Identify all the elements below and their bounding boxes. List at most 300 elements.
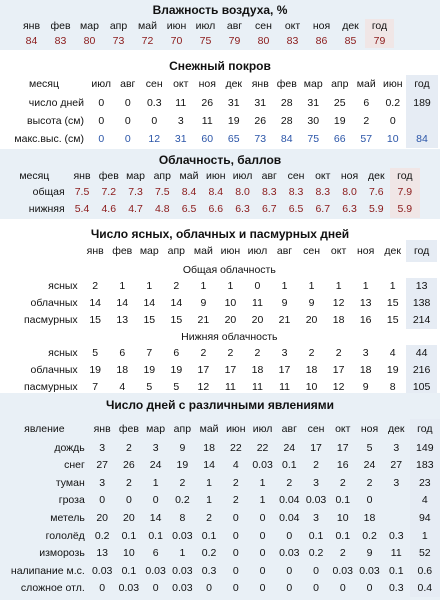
phenomena-value-cell: 26 [123, 459, 135, 472]
phenomena-value-cell: 14 [149, 511, 162, 524]
phenomena-value-cell: 4 [232, 459, 239, 472]
phenomena-row-label: туман [55, 476, 85, 489]
phenomena-value-cell: 0 [286, 582, 293, 595]
snow-data-row [0, 112, 438, 130]
phenomena-value-cell: 13 [96, 547, 108, 560]
clear-days-row-label: пасмурных [23, 314, 78, 327]
humidity-value-cell: 84 [25, 34, 38, 47]
clear-days-value-cell: 17 [278, 364, 291, 377]
humidity-title: Влажность воздуха, % [152, 3, 288, 17]
phenomena-data-row [0, 439, 440, 457]
cloud-data-row [0, 184, 420, 201]
cloud-value-cell: 6.7 [315, 203, 331, 216]
phenomena-value-cell: 2 [206, 511, 213, 524]
month-header-cell: сен [307, 422, 325, 435]
snow-value-cell: 60 [201, 132, 214, 145]
snow-value-cell: 189 [406, 94, 438, 112]
cloud-value-cell: 8.0 [235, 186, 250, 199]
month-header-cell: авг [120, 78, 136, 91]
phenomena-value-cell: 0 [259, 564, 266, 577]
phenomena-value-cell: 0.1 [121, 529, 137, 542]
clear-days-value-cell: 11 [252, 297, 263, 310]
phenomena-value-cell: 2 [179, 476, 186, 489]
phenomena-section [0, 393, 440, 600]
phenomena-row-label: сложное отл. [20, 582, 85, 595]
clear-days-value-cell: 18 [251, 364, 264, 377]
humidity-month-header [17, 19, 394, 34]
phenomena-value-cell: 0.1 [335, 529, 351, 542]
clear-days-value-cell: 1 [146, 280, 153, 293]
phenomena-value-cell: 0.04 [279, 494, 300, 507]
phenomena-value-cell: 22 [256, 441, 269, 454]
month-header-cell: окт [330, 244, 347, 257]
snow-title: Снежный покров [169, 59, 271, 73]
phenomena-value-cell: 0.1 [121, 564, 137, 577]
phenomena-data-row [0, 492, 440, 510]
phenomena-value-cell: 0.03 [172, 529, 193, 542]
month-header-cell: фев [50, 20, 71, 33]
clear-days-value-cell: 2 [173, 280, 180, 293]
clear-days-value-cell: 14 [170, 297, 183, 310]
clear-days-value-cell: 10 [224, 297, 237, 310]
clear-days-value-cell: 11 [252, 381, 263, 394]
clear-days-section [0, 220, 440, 408]
cloud-value-cell: 7.5 [154, 186, 170, 199]
month-header-cell: год [406, 240, 437, 262]
clear-days-value-cell: 1 [281, 280, 288, 293]
phenomena-value-cell: 5 [366, 441, 373, 454]
phenomena-value-cell: 2 [366, 476, 373, 489]
phenomena-value-cell: 0 [259, 529, 266, 542]
cloud-row-label: нижняя [28, 203, 65, 216]
clear-days-value-cell: 105 [406, 379, 437, 396]
month-header-cell: ноя [198, 78, 216, 91]
snow-value-cell: 73 [254, 132, 267, 145]
snow-value-cell: 0 [151, 114, 158, 127]
cloud-value-cell: 7.6 [368, 186, 384, 199]
snow-value-cell: 66 [333, 132, 346, 145]
clear-days-data-row [0, 362, 437, 379]
phenomena-value-cell: 18 [203, 441, 215, 454]
clear-days-row-label: ясных [48, 347, 78, 360]
snow-value-cell: 25 [333, 96, 346, 109]
clear-days-value-cell: 17 [224, 364, 237, 377]
phenomena-value-cell [383, 509, 410, 527]
snow-value-cell: 57 [360, 132, 373, 145]
clear-days-value-cell: 0 [254, 280, 261, 293]
phenomena-value-cell: 0.1 [148, 529, 163, 542]
cloud-value-cell: 6.7 [261, 203, 277, 216]
phenomena-value-cell: 149 [410, 439, 440, 457]
phenomena-value-cell: 0 [339, 582, 346, 595]
phenomena-value-cell: 0 [99, 582, 106, 595]
phenomena-value-cell: 20 [96, 511, 108, 524]
snow-value-cell: 31 [307, 96, 320, 109]
phenomena-row-label: снег [64, 459, 85, 472]
cloud-value-cell: 5.9 [390, 201, 420, 218]
phenomena-value-cell: 2 [125, 476, 132, 489]
snow-month-header [0, 75, 438, 94]
phenomena-value-cell: 0.03 [279, 547, 300, 560]
month-header-cell: окт [284, 20, 301, 33]
phenomena-value-cell: 0 [152, 582, 159, 595]
cloud-value-cell: 7.5 [74, 186, 90, 199]
month-header-cell: ноя [312, 20, 331, 33]
clear-days-value-cell: 12 [332, 381, 345, 394]
snow-data-row [0, 130, 438, 148]
clear-days-value-cell: 9 [200, 297, 207, 310]
clear-days-month-header [0, 240, 437, 262]
phenomena-value-cell: 9 [179, 441, 186, 454]
snow-value-cell: 0 [124, 132, 131, 145]
clear-days-value-cell: 5 [92, 347, 99, 360]
clear-days-value-cell: 14 [89, 297, 102, 310]
month-header-cell: мар [126, 169, 145, 182]
clear-days-value-cell: 44 [406, 345, 437, 362]
phenomena-value-cell: 0.3 [388, 529, 404, 542]
month-header-cell: мар [303, 78, 323, 91]
cloud-value-cell: 7.3 [128, 186, 143, 199]
phenomena-row-label: гололёд [45, 529, 85, 542]
phenomena-value-cell: 2 [125, 441, 132, 454]
phenomena-value-cell: 0 [259, 547, 266, 560]
month-header-cell: фев [112, 244, 133, 257]
phenomena-value-cell: 3 [99, 476, 106, 489]
month-header-cell: фев [98, 169, 119, 182]
snow-value-cell: 0.2 [385, 96, 401, 109]
phenomena-value-cell: 11 [390, 547, 402, 560]
phenomena-value-cell: 0 [259, 511, 266, 524]
month-header-cell: май [193, 244, 213, 257]
month-header-cell: янв [93, 422, 111, 435]
phenomena-value-cell: 1 [152, 476, 159, 489]
clear-days-value-cell: 13 [359, 297, 372, 310]
phenomena-data-row [0, 509, 440, 527]
clear-days-value-cell: 1 [119, 280, 126, 293]
snow-value-cell: 28 [280, 114, 293, 127]
cloud-value-cell: 8.3 [261, 186, 277, 199]
cloud-row-label: общая [32, 186, 65, 199]
cloud-table [0, 168, 420, 218]
snow-value-cell: 28 [280, 96, 293, 109]
snow-value-cell: 31 [254, 96, 267, 109]
snow-value-cell: 0 [98, 132, 105, 145]
phenomena-value-cell: 20 [123, 511, 135, 524]
clear-days-value-cell: 8 [389, 381, 396, 394]
snow-value-cell: 10 [386, 132, 399, 145]
phenomena-value-cell: 0 [286, 529, 293, 542]
phenomena-value-cell: 0.03 [332, 564, 353, 577]
cloud-section [0, 149, 440, 219]
snow-value-cell: 31 [227, 96, 240, 109]
phenomena-value-cell: 0.03 [252, 459, 273, 472]
clear-days-row-label: облачных [30, 297, 78, 310]
phenomena-value-cell: 1 [259, 476, 266, 489]
phenomena-value-cell [383, 492, 410, 510]
snow-header-label: месяц [28, 78, 59, 91]
clear-days-table [0, 240, 437, 396]
cloud-value-cell: 8.3 [288, 186, 304, 199]
phenomena-data-row [0, 580, 440, 598]
clear-days-value-cell: 2 [335, 347, 342, 360]
clear-days-value-cell: 19 [89, 364, 102, 377]
phenomena-value-cell: 27 [390, 459, 403, 472]
phenomena-value-cell: 0.2 [308, 547, 324, 560]
phenomena-value-cell: 2 [232, 494, 239, 507]
month-header-cell: май [179, 169, 199, 182]
humidity-value-cell: 86 [315, 34, 328, 47]
phenomena-value-cell: 183 [410, 457, 440, 475]
phenomena-value-cell: 3 [313, 476, 319, 489]
month-header-cell: сен [145, 78, 163, 91]
month-header-cell: июн [205, 169, 226, 182]
phenomena-value-cell: 2 [232, 476, 239, 489]
phenomena-value-cell: 10 [123, 547, 135, 560]
snow-data-row [0, 94, 438, 112]
clear-days-value-cell: 6 [173, 347, 180, 360]
snow-table [0, 75, 438, 148]
clear-days-value-cell: 21 [197, 314, 210, 327]
phenomena-value-cell: 27 [96, 459, 108, 472]
snow-value-cell: 6 [363, 96, 370, 109]
clear-days-value-cell: 2 [254, 347, 261, 360]
clear-days-value-cell: 9 [281, 297, 288, 310]
clear-days-value-cell: 5 [173, 381, 180, 394]
cloud-value-cell: 5.9 [368, 203, 384, 216]
month-header-cell: сен [287, 169, 305, 182]
clear-days-value-cell: 1 [308, 280, 315, 293]
phenomena-value-cell: 0.2 [362, 529, 377, 542]
clear-days-value-cell: 11 [279, 381, 290, 394]
humidity-value-cell: 70 [170, 34, 183, 47]
clear-days-value-cell: 9 [362, 381, 369, 394]
clear-days-value-cell: 11 [224, 381, 236, 394]
phenomena-value-cell: 22 [229, 441, 242, 454]
month-header-cell: окт [173, 78, 189, 91]
snow-value-cell: 11 [201, 114, 213, 127]
snow-value-cell: 0 [389, 114, 396, 127]
snow-value-cell: 75 [307, 132, 320, 145]
month-header-cell: май [199, 422, 219, 435]
cloud-value-cell: 5.4 [74, 203, 90, 216]
month-header-cell: июн [220, 244, 241, 257]
total-cloudiness-subtitle [0, 262, 437, 278]
snow-value-cell: 84 [280, 132, 293, 145]
total-cloudiness-subtitle-text: Общая облачность [182, 263, 276, 276]
month-header-cell: фев [276, 78, 297, 91]
clear-days-value-cell: 2 [227, 347, 234, 360]
cloud-value-cell: 8.0 [342, 186, 357, 199]
low-cloudiness-subtitle [0, 329, 437, 345]
clear-days-value-cell: 18 [332, 314, 345, 327]
month-header-cell: ноя [360, 422, 379, 435]
phenomena-value-cell: 0.2 [94, 529, 110, 542]
month-header-cell: июн [226, 422, 246, 435]
clear-days-value-cell: 21 [278, 314, 291, 327]
clear-days-value-cell: 4 [389, 347, 396, 360]
month-header-cell: дек [387, 422, 405, 435]
month-header-cell: окт [335, 422, 351, 435]
phenomena-value-cell: 4 [410, 492, 440, 510]
month-header-cell: ноя [340, 169, 359, 182]
phenomena-value-cell: 14 [203, 459, 215, 472]
month-header-cell: дек [225, 78, 243, 91]
phenomena-data-row [0, 457, 440, 475]
phenomena-value-cell: 1 [410, 527, 440, 545]
clear-days-value-cell: 10 [305, 381, 318, 394]
snow-value-cell: 11 [175, 96, 187, 109]
phenomena-value-cell: 94 [410, 509, 440, 527]
phenomena-value-cell: 0.1 [308, 529, 324, 542]
humidity-value-cell: 73 [112, 34, 125, 47]
clear-days-value-cell: 1 [362, 280, 369, 293]
phenomena-value-cell: 3 [393, 441, 400, 454]
clear-days-row-label: пасмурных [23, 381, 78, 394]
month-header-cell: май [356, 78, 376, 91]
snow-value-cell: 0 [98, 114, 105, 127]
phenomena-value-cell: 23 [410, 474, 440, 492]
phenomena-title: Число дней с различными явлениями [105, 398, 335, 412]
snow-value-cell: 3 [177, 114, 184, 127]
empty-header-cell [0, 240, 82, 262]
humidity-value-cell: 85 [344, 34, 357, 47]
month-header-cell: год [406, 75, 438, 94]
month-header-cell: янв [73, 169, 91, 182]
phenomena-value-cell: 0 [232, 547, 239, 560]
cloud-value-cell: 4.8 [154, 203, 170, 216]
month-header-cell: апр [153, 169, 171, 182]
month-header-cell: мар [146, 422, 166, 435]
month-header-cell: апр [173, 422, 192, 435]
clear-days-value-cell: 19 [170, 364, 183, 377]
phenomena-month-header [0, 419, 440, 439]
month-header-cell: год [410, 419, 440, 439]
phenomena-value-cell: 0 [313, 582, 319, 595]
phenomena-value-cell: 2 [313, 459, 319, 472]
phenomena-value-cell: 0.1 [201, 529, 217, 542]
month-header-cell: дек [367, 169, 385, 182]
clear-days-data-row [0, 312, 437, 329]
clear-days-value-cell: 7 [146, 347, 153, 360]
cloud-month-header [0, 168, 420, 184]
month-header-cell: ноя [357, 244, 375, 257]
clear-days-value-cell: 20 [305, 314, 318, 327]
humidity-value-cell: 83 [54, 34, 67, 47]
humidity-value-cell: 79 [228, 34, 241, 47]
clear-days-value-cell: 15 [386, 297, 399, 310]
clear-days-value-cell: 214 [406, 312, 437, 329]
snow-value-cell: 0 [124, 114, 131, 127]
phenomena-data-row [0, 562, 440, 580]
phenomena-value-cell: 0.03 [172, 582, 193, 595]
phenomena-value-cell: 0 [99, 494, 106, 507]
phenomena-row-label: налипание м.с. [10, 564, 85, 577]
clear-days-value-cell: 9 [308, 297, 315, 310]
phenomena-table [0, 419, 440, 597]
humidity-section [0, 0, 440, 50]
phenomena-value-cell: 0 [259, 582, 266, 595]
clear-days-value-cell: 18 [116, 364, 129, 377]
phenomena-value-cell: 0.03 [91, 564, 113, 577]
phenomena-value-cell: 2 [286, 476, 293, 489]
snow-row-label: макс.выс. (см) [14, 132, 84, 145]
snow-value-cell: 0.3 [146, 96, 162, 109]
phenomena-value-cell: 0 [152, 494, 159, 507]
clear-days-row-label: ясных [48, 280, 78, 293]
month-header-cell: июл [195, 20, 216, 33]
cloud-value-cell: 7.2 [101, 186, 117, 199]
phenomena-value-cell: 0.03 [145, 564, 166, 577]
phenomena-value-cell: 1 [179, 547, 186, 560]
month-header-cell: июл [91, 78, 112, 91]
clear-days-value-cell: 14 [116, 297, 129, 310]
month-header-cell: дек [384, 244, 401, 257]
phenomena-value-cell: 1 [206, 476, 213, 489]
snow-value-cell: 0 [124, 96, 131, 109]
phenomena-value-cell: 6 [152, 547, 159, 560]
clear-days-value-cell: 18 [305, 364, 318, 377]
phenomena-value-cell: 0.03 [118, 582, 140, 595]
cloud-data-row [0, 201, 420, 218]
clear-days-value-cell: 6 [119, 347, 126, 360]
clear-days-value-cell: 20 [251, 314, 264, 327]
clear-days-value-cell: 17 [197, 364, 210, 377]
clear-days-value-cell: 2 [200, 347, 207, 360]
humidity-value-cell: 75 [199, 34, 212, 47]
phenomena-value-cell: 0 [286, 564, 293, 577]
cloud-value-cell: 6.5 [181, 203, 197, 216]
clear-days-value-cell: 15 [386, 314, 399, 327]
phenomena-value-cell: 3 [152, 441, 159, 454]
snow-value-cell: 65 [227, 132, 240, 145]
clear-days-value-cell: 12 [197, 381, 210, 394]
phenomena-value-cell: 0.2 [201, 547, 217, 560]
month-header-cell: июн [166, 20, 187, 33]
snow-value-cell: 84 [406, 130, 438, 148]
cloud-value-cell: 8.4 [181, 186, 197, 199]
clear-days-data-row [0, 345, 437, 362]
clear-days-row-label: облачных [30, 364, 78, 377]
clear-days-value-cell: 19 [386, 364, 399, 377]
clear-days-value-cell: 2 [92, 280, 99, 293]
clear-days-value-cell: 15 [170, 314, 183, 327]
cloud-value-cell: 6.6 [208, 203, 224, 216]
phenomena-value-cell: 18 [363, 511, 376, 524]
phenomena-row-label: изморозь [39, 547, 85, 560]
month-header-cell: июл [252, 422, 273, 435]
phenomena-value-cell: 0 [125, 494, 132, 507]
clear-days-value-cell: 1 [389, 280, 396, 293]
phenomena-value-cell: 3 [99, 441, 106, 454]
month-header-cell: апр [109, 20, 128, 33]
humidity-value-cell: 72 [141, 34, 154, 47]
cloud-header-label: месяц [19, 169, 50, 182]
phenomena-value-cell: 9 [366, 547, 373, 560]
clear-days-value-cell: 1 [200, 280, 207, 293]
month-header-cell: июл [247, 244, 268, 257]
snow-value-cell: 19 [333, 114, 346, 127]
clear-days-value-cell: 3 [281, 347, 288, 360]
month-header-cell: июл [232, 169, 253, 182]
empty-cell [0, 329, 82, 345]
month-header-cell: янв [251, 78, 269, 91]
snow-value-cell: 19 [227, 114, 240, 127]
phenomena-value-cell: 3 [393, 476, 400, 489]
month-header-cell: авг [281, 422, 297, 435]
phenomena-value-cell: 8 [179, 511, 186, 524]
clear-days-title: Число ясных, облачных и пасмурных дней [90, 227, 350, 241]
phenomena-value-cell: 2 [339, 476, 346, 489]
